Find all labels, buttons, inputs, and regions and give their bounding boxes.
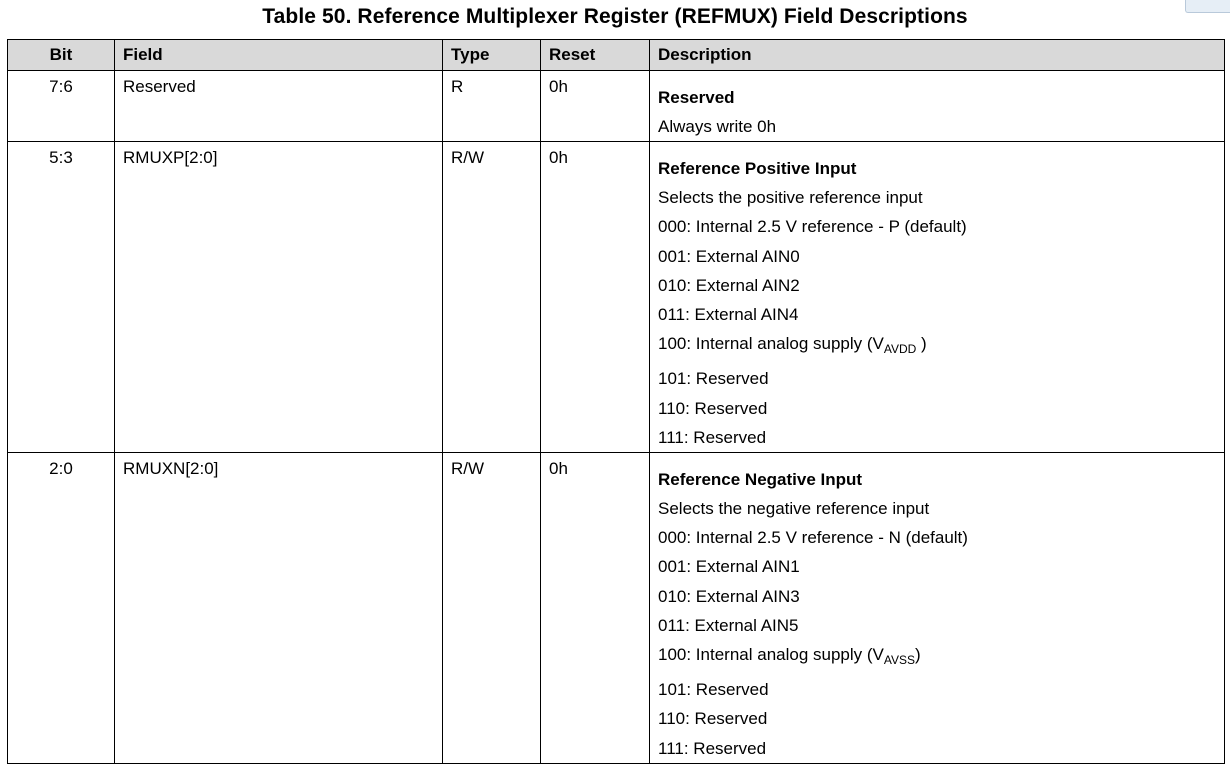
table-row (8, 71, 1225, 142)
description-line: Selects the negative reference input (658, 499, 930, 519)
description-supply-line (658, 640, 1216, 675)
description-title: Reserved (658, 88, 735, 107)
supply-subscript: AVDD (883, 342, 917, 357)
cell-description (650, 71, 1225, 142)
table-row (8, 453, 1225, 764)
cell-description (650, 453, 1225, 764)
description-supply-line (658, 329, 1216, 364)
cell-bit: 2:0 (8, 453, 115, 764)
description-line: 110: Reserved (658, 398, 768, 418)
register-table (7, 39, 1225, 764)
supply-prefix: 100: Internal analog supply (V (658, 334, 884, 354)
description-line: 001: External AIN0 (658, 246, 800, 266)
header-field: Field (115, 40, 443, 71)
supply-subscript: AVSS (883, 653, 915, 668)
description-line: Always write 0h (658, 117, 777, 136)
description-line: 101: Reserved (658, 680, 769, 700)
cell-field: Reserved (115, 71, 443, 142)
cell-bit: 7:6 (8, 71, 115, 142)
table-title: Table 50. Reference Multiplexer Register (REFMUX) Field Descriptions (262, 5, 968, 28)
description-line: Selects the positive reference input (658, 188, 923, 208)
header-bit: Bit (8, 40, 115, 71)
cell-field: RMUXN[2:0] (115, 453, 443, 764)
supply-suffix: ) (915, 645, 921, 665)
cell-type: R/W (443, 142, 541, 453)
description-line: 101: Reserved (658, 369, 769, 389)
cell-description (650, 142, 1225, 453)
description-line: 011: External AIN4 (658, 305, 799, 325)
header-type: Type (443, 40, 541, 71)
header-reset: Reset (541, 40, 650, 71)
cell-reset: 0h (541, 71, 650, 142)
supply-suffix: ) (916, 334, 927, 354)
table-row (8, 142, 1225, 453)
description-line: 010: External AIN3 (658, 586, 800, 606)
description-line: 010: External AIN2 (658, 275, 800, 295)
description-line: 110: Reserved (658, 709, 768, 729)
description-line: 000: Internal 2.5 V reference - P (default) (658, 217, 967, 237)
description-line: 111: Reserved (658, 427, 767, 447)
description-line: 111: Reserved (658, 738, 767, 758)
description-title: Reference Negative Input (658, 470, 863, 490)
description-line: 001: External AIN1 (658, 557, 800, 577)
description-title: Reference Positive Input (658, 159, 857, 179)
cell-reset: 0h (541, 142, 650, 453)
supply-prefix: 100: Internal analog supply (V (658, 645, 884, 665)
cell-type: R/W (443, 453, 541, 764)
cell-bit: 5:3 (8, 142, 115, 453)
description-line: 011: External AIN5 (658, 615, 799, 635)
header-row (8, 40, 1225, 71)
cell-type: R (443, 71, 541, 142)
cell-reset: 0h (541, 453, 650, 764)
cell-field: RMUXP[2:0] (115, 142, 443, 453)
description-line: 000: Internal 2.5 V reference - N (default) (658, 528, 968, 548)
header-description: Description (650, 40, 1225, 71)
